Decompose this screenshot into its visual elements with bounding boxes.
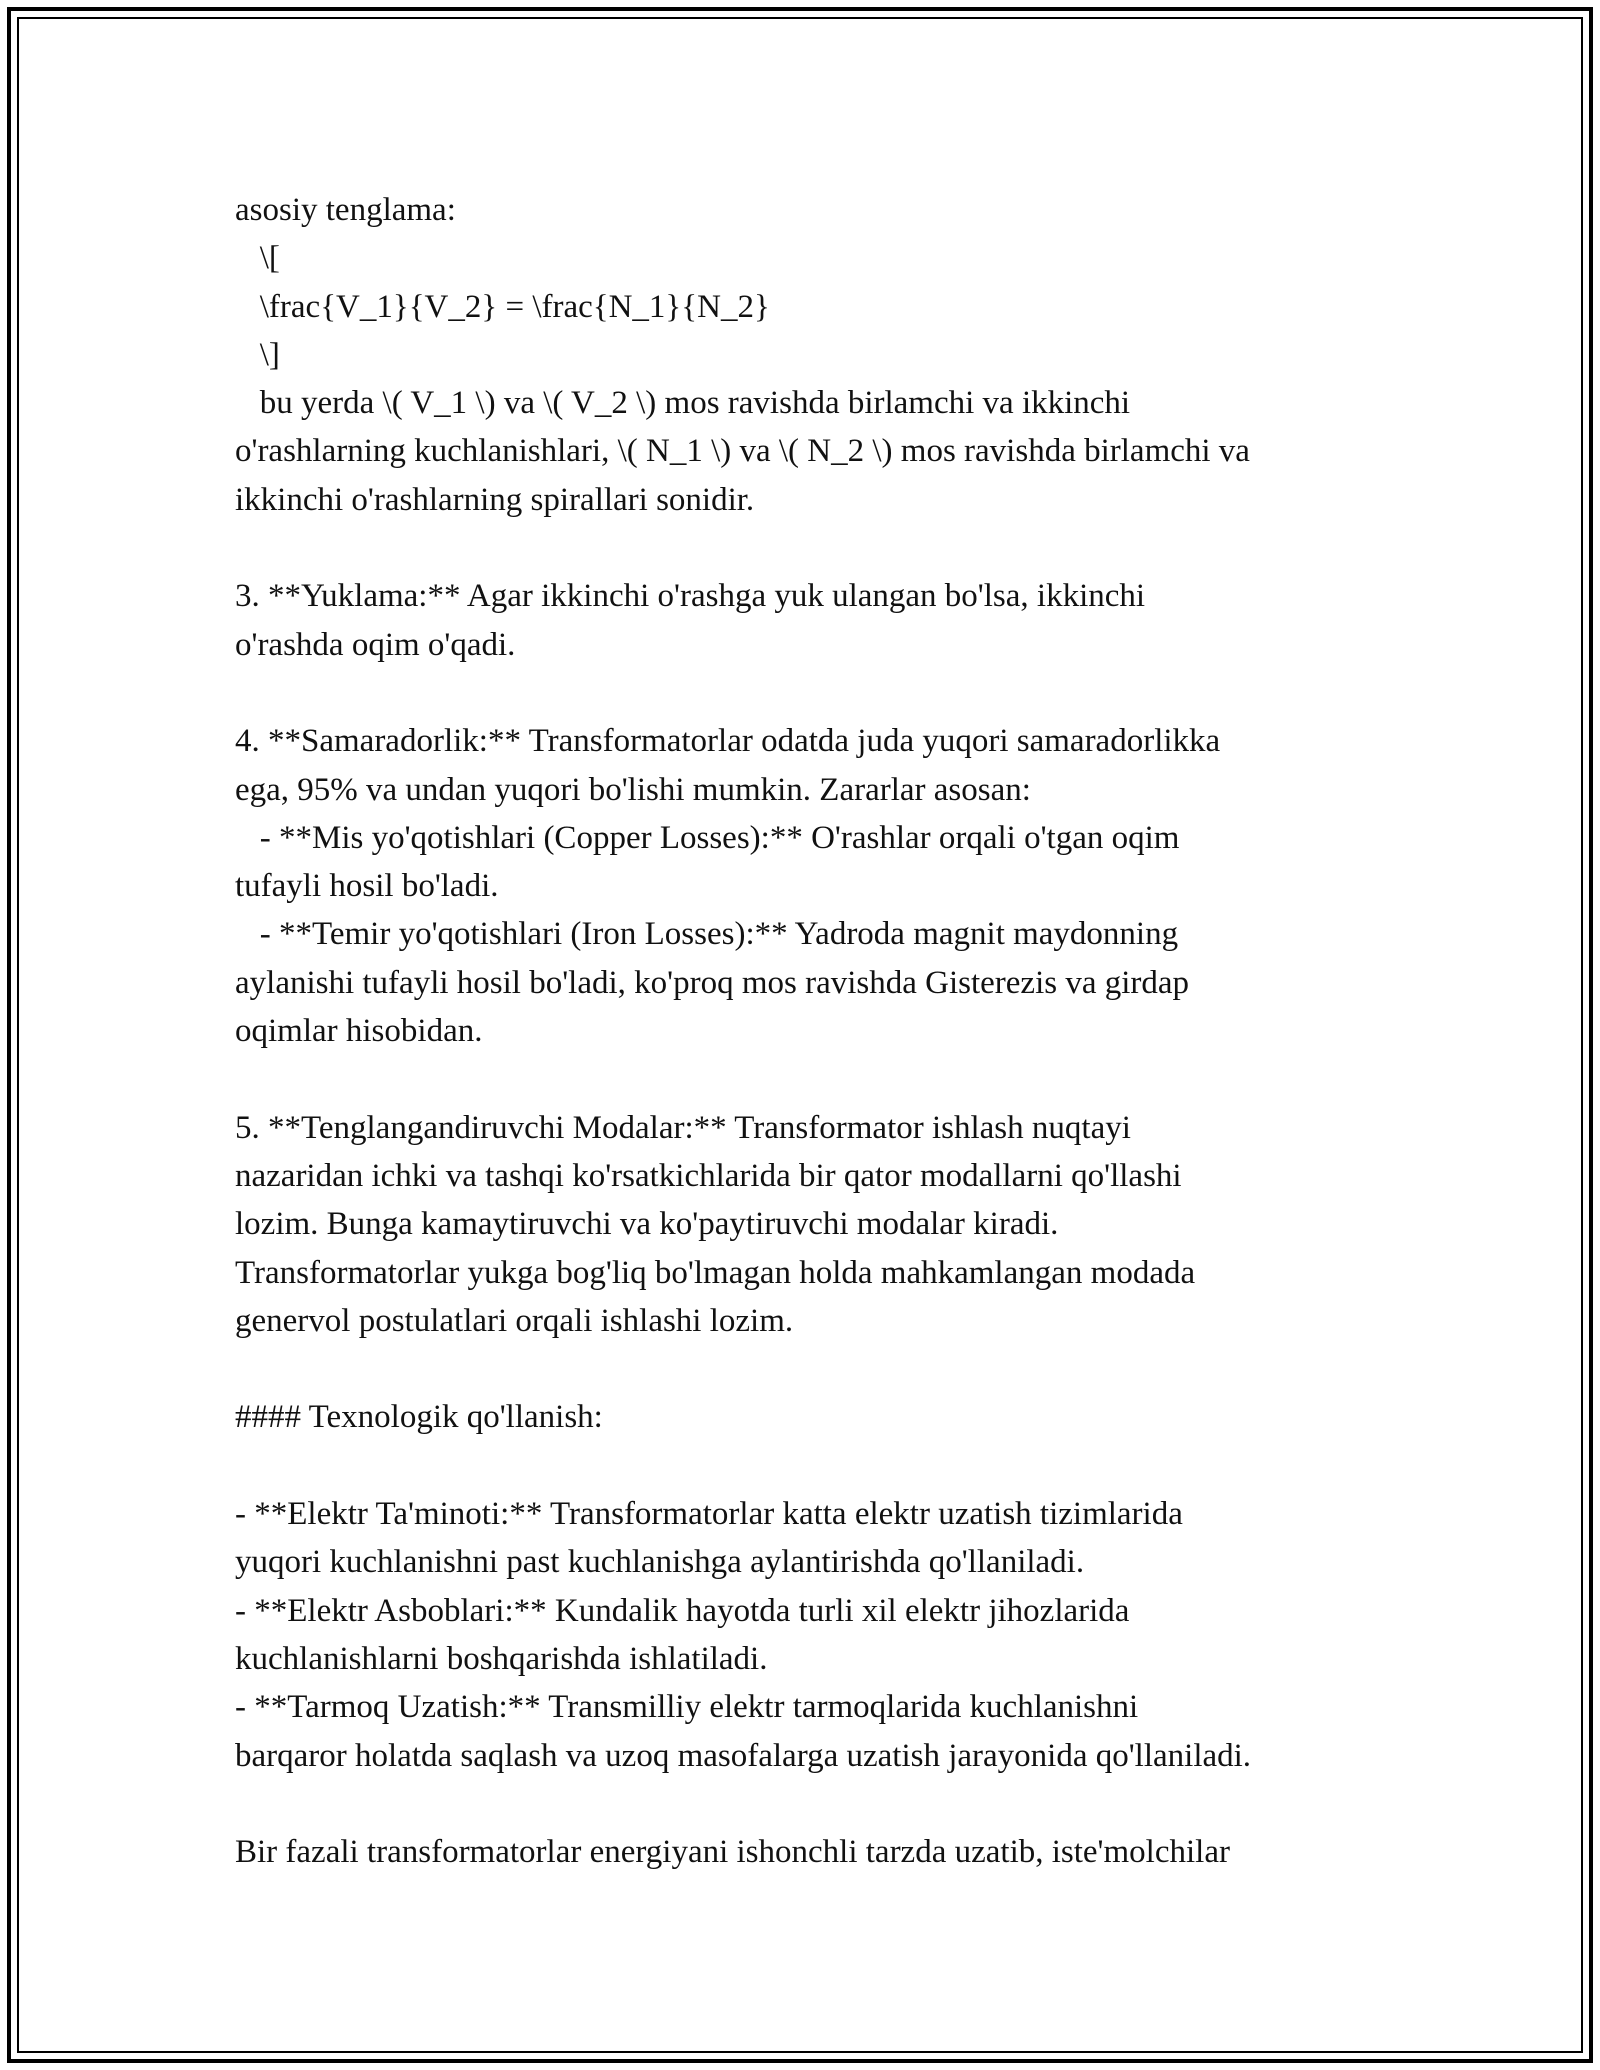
text-line: nazaridan ichki va tashqi ko'rsatkichlarida bir qator modallarni qo'llashi (235, 1157, 1182, 1194)
text-line: ega, 95% va undan yuqori bo'lishi mumkin. Zararlar asosan: (235, 771, 1031, 808)
bullet-elektr-asboblari: - **Elektr Asboblari:** Kundalik hayotda turli xil elektr jihozlarida (235, 1592, 1130, 1629)
text-line: bu yerda \( V_1 \) va \( V_2 \) mos ravishda birlamchi va ikkinchi (235, 385, 1131, 422)
text-line: ikkinchi o'rashlarning spirallari sonidir. (235, 481, 755, 518)
formula-open: \[ (235, 240, 280, 277)
text-line: yuqori kuchlanishni past kuchlanishga aylantirishda qo'llaniladi. (235, 1544, 1085, 1581)
blank-line (235, 1780, 1395, 1828)
closing-paragraph: Bir fazali transformatorlar energiyani ishonchli tarzda uzatib, iste'molchilar (235, 1834, 1230, 1871)
text-line: barqaror holatda saqlash va uzoq masofalarga uzatish jarayonida qo'llaniladi. (235, 1737, 1252, 1774)
blank-line (235, 669, 1395, 717)
text-line: tufayli hosil bo'ladi. (235, 868, 499, 905)
blank-line (235, 1442, 1395, 1490)
document-body (235, 186, 1395, 1876)
text-line: oqimlar hisobidan. (235, 1013, 483, 1050)
text-line: lozim. Bunga kamaytiruvchi va ko'paytiruvchi modalar kiradi. (235, 1206, 1059, 1243)
bullet-tarmoq-uzatish: - **Tarmoq Uzatish:** Transmilliy elektr tarmoqlarida kuchlanishni (235, 1689, 1139, 1726)
section-heading: #### Texnologik qo'llanish: (235, 1399, 603, 1436)
text-line: asosiy tenglama: (235, 192, 456, 228)
formula-body: \frac{V_1}{V_2} = \frac{N_1}{N_2} (235, 288, 770, 325)
list-item-yuklama: 3. **Yuklama:** Agar ikkinchi o'rashga yuk ulangan bo'lsa, ikkinchi (235, 578, 1146, 615)
sub-item-iron-losses: - **Temir yo'qotishlari (Iron Losses):** Yadroda magnit maydonning (235, 916, 1179, 953)
text-line: o'rashlarning kuchlanishlari, \( N_1 \) va \( N_2 \) mos ravishda birlamchi va (235, 433, 1250, 470)
blank-line (235, 1345, 1395, 1393)
blank-line (235, 524, 1395, 572)
text-line: aylanishi tufayli hosil bo'ladi, ko'proq mos ravishda Gisterezis va girdap (235, 964, 1190, 1001)
list-item-modalar: 5. **Tenglangandiruvchi Modalar:** Transformator ishlash nuqtayi (235, 1109, 1131, 1146)
text-line: Transformatorlar yukga bog'liq bo'lmagan holda mahkamlangan modada (235, 1254, 1196, 1291)
text-line: kuchlanishlarni boshqarishda ishlatiladi. (235, 1640, 768, 1677)
bullet-elektr-taminoti: - **Elektr Ta'minoti:** Transformatorlar katta elektr uzatish tizimlarida (235, 1496, 1183, 1533)
text-line: genervol postulatlari orqali ishlashi lozim. (235, 1302, 794, 1339)
sub-item-copper-losses: - **Mis yo'qotishlari (Copper Losses):** O'rashlar orqali o'tgan oqim (235, 819, 1180, 856)
list-item-samaradorlik: 4. **Samaradorlik:** Transformatorlar odatda juda yuqori samaradorlikka (235, 723, 1221, 760)
blank-line (235, 1055, 1395, 1103)
formula-close: \] (235, 336, 280, 373)
text-line: o'rashda oqim o'qadi. (235, 626, 516, 663)
